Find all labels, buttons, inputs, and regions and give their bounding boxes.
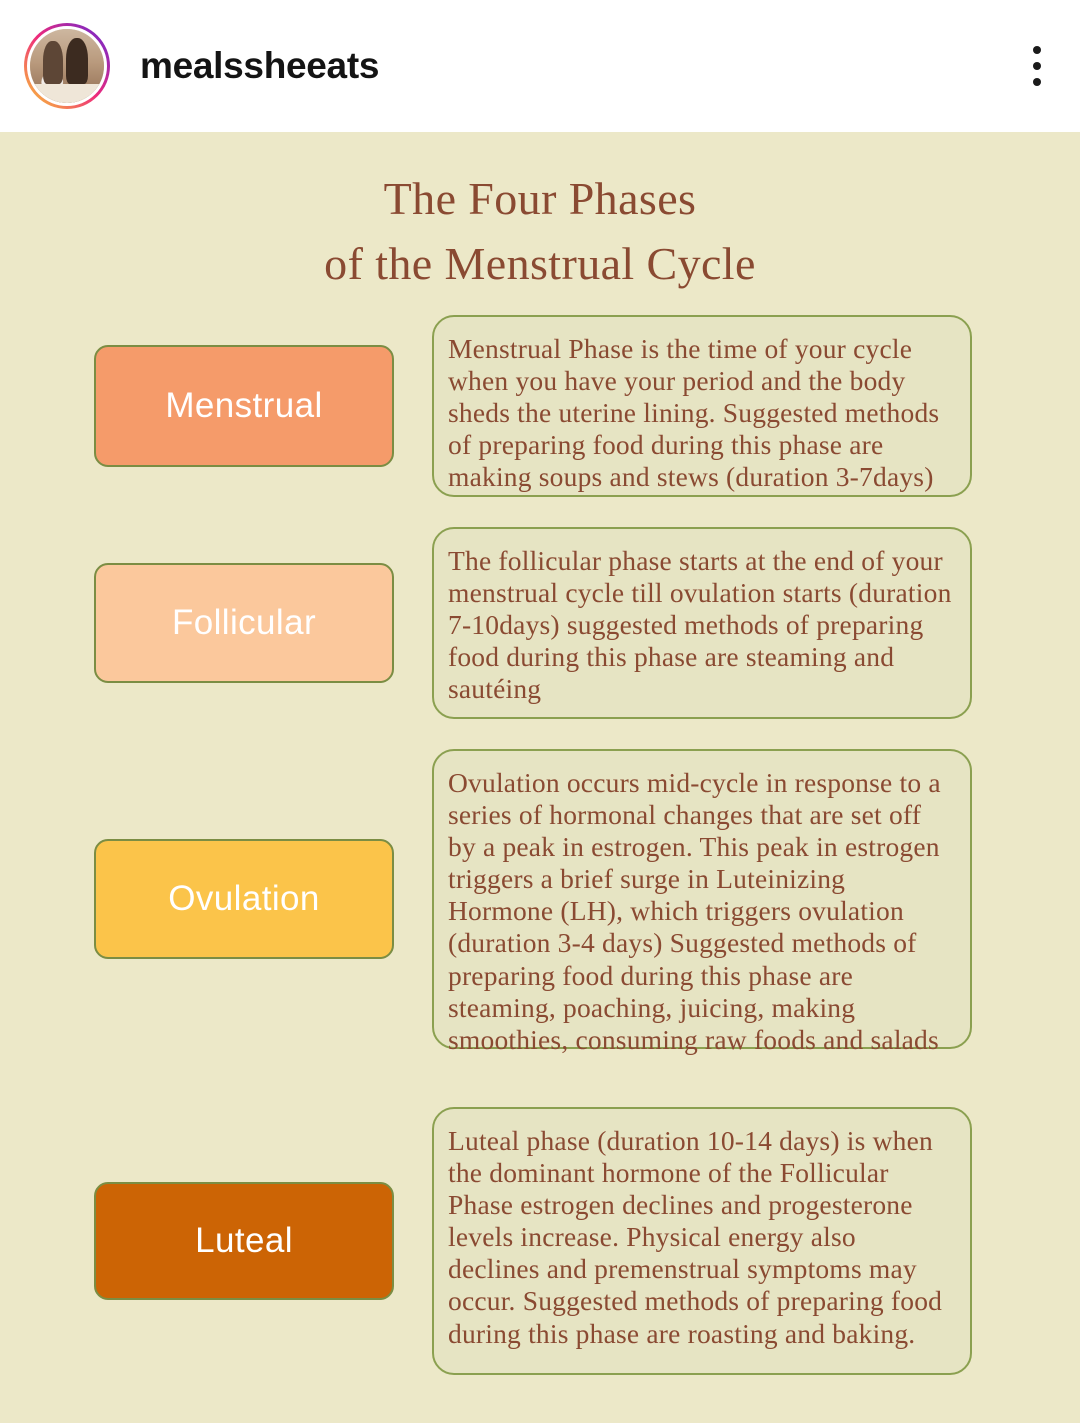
phase-label-luteal: Luteal xyxy=(195,1220,293,1260)
phase-list xyxy=(0,315,1080,1375)
phase-chip-menstrual xyxy=(94,345,394,467)
phase-row-menstrual xyxy=(94,315,972,497)
phase-description-ovulation: Ovulation occurs mid-cycle in response to a series of hormonal changes that are set off by a peak in estrogen. This peak in estrogen triggers a brief surge in Luteinizing Hormone (LH), which triggers ovulation (duration 3-4 days) Suggested methods of preparing food during this phase are steaming, poaching, juicing, making smoothies, consuming raw foods and salads xyxy=(432,749,972,1049)
phase-row-ovulation xyxy=(94,749,972,1055)
phase-description-follicular: The follicular phase starts at the end of your menstrual cycle till ovulation starts (duration 7-10days) suggested methods of preparing food during this phase are steaming and sautéing xyxy=(432,527,972,719)
phase-chip-follicular xyxy=(94,563,394,683)
phase-description-menstrual: Menstrual Phase is the time of your cycle when you have your period and the body sheds the uterine lining. Suggested methods of preparing food during this phase are making soups and stews (duration 3-7days) xyxy=(432,315,972,497)
more-options-icon[interactable] xyxy=(1020,38,1054,94)
phase-label-ovulation: Ovulation xyxy=(168,878,320,918)
more-dot-1 xyxy=(1033,46,1041,54)
avatar-person-right xyxy=(66,38,88,84)
account-username[interactable]: mealssheeats xyxy=(140,45,380,86)
avatar-foreground-counter xyxy=(30,84,104,103)
avatar[interactable] xyxy=(24,23,110,109)
phase-description-luteal: Luteal phase (duration 10-14 days) is when the dominant hormone of the Follicular Phase estrogen declines and progesterone levels increase. Physical energy also declines and premenstrual symptoms may occur. Suggested methods of preparing food during this phase are roasting and baking. xyxy=(432,1107,972,1375)
instagram-post-header xyxy=(0,0,1080,132)
post-image-infographic xyxy=(0,132,1080,1423)
phase-label-follicular: Follicular xyxy=(171,602,317,642)
avatar-person-left xyxy=(43,41,62,84)
phase-row-follicular xyxy=(94,527,972,719)
more-dot-3 xyxy=(1033,78,1041,86)
title-line-2: of the Menstrual Cycle xyxy=(324,238,756,290)
phase-chip-ovulation xyxy=(94,839,394,959)
more-dot-2 xyxy=(1033,62,1041,70)
infographic-title xyxy=(0,132,1080,297)
title-line-1: The Four Phases xyxy=(383,173,697,224)
avatar-image xyxy=(27,26,107,106)
phase-row-luteal xyxy=(94,1107,972,1375)
phase-label-menstrual: Menstrual xyxy=(165,385,323,425)
phase-chip-luteal xyxy=(94,1182,394,1300)
